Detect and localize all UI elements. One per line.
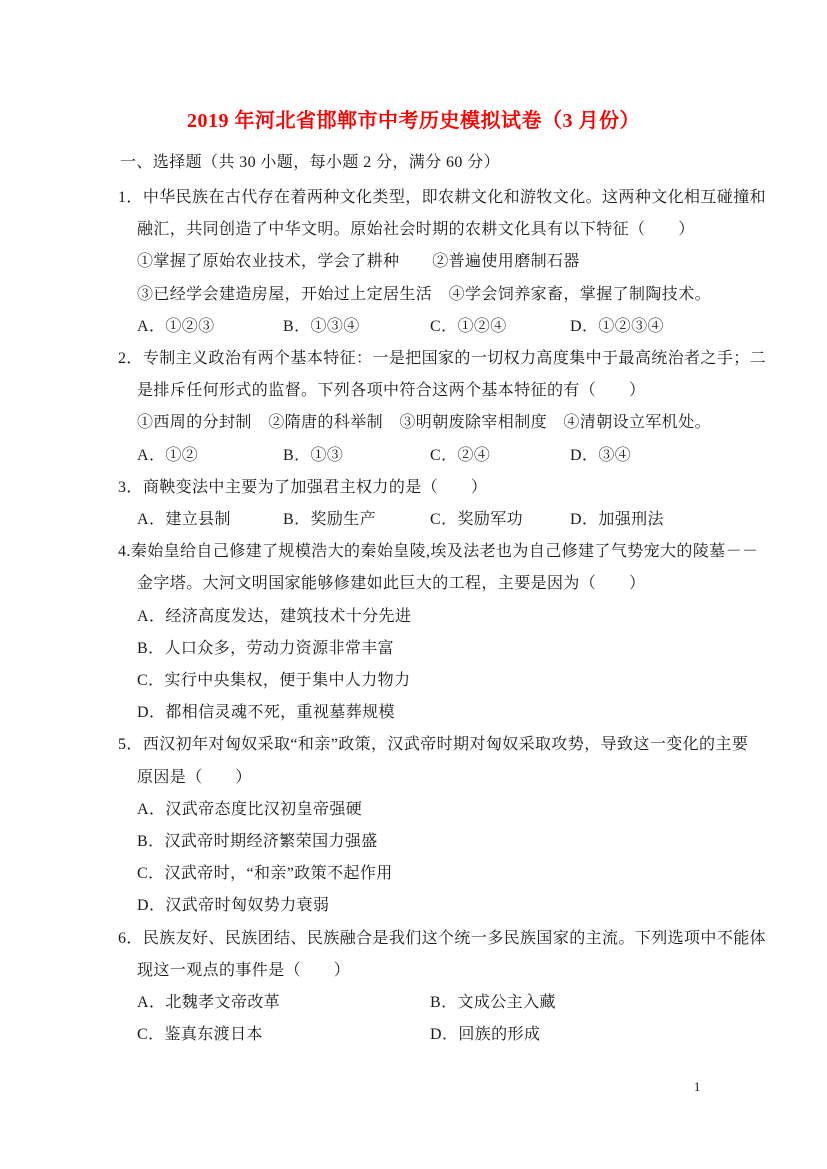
question-stem-line: 原因是（ ） xyxy=(137,768,252,786)
answer-option: D．回族的形成 xyxy=(430,1026,541,1044)
question-number: 3． xyxy=(118,478,143,496)
answer-option: B．奖励生产 xyxy=(283,511,377,529)
question-stem-line: 现这一观点的事件是（ ） xyxy=(137,961,351,979)
question-number: 1． xyxy=(118,189,143,206)
question-5 xyxy=(118,729,749,922)
question-stem-text: 民族友好、民族团结、民族融合是我们这个统一多民族国家的主流。下列选项中不能体 xyxy=(142,929,767,947)
question-stem-line xyxy=(118,182,767,214)
section-heading: 一、选择题（共 30 小题，每小题 2 分，满分 60 分） xyxy=(120,154,501,171)
question-stem-line xyxy=(118,472,738,504)
answer-option: A．①②③ xyxy=(137,317,215,335)
question-numbered-item-line: ①掌握了原始农业技术，学会了耕种 ②普遍使用磨制石器 xyxy=(137,253,580,271)
answer-option: C．②④ xyxy=(430,446,491,464)
answer-option: B．文成公主入藏 xyxy=(430,994,556,1012)
question-stem-text: 商鞅变法中主要为了加强君主权力的是（ ） xyxy=(142,478,488,496)
answer-option: A．北魏孝文帝改革 xyxy=(137,994,281,1012)
answer-option: B．①③ xyxy=(283,446,344,464)
question-number: 5． xyxy=(118,736,143,754)
question-number: 6． xyxy=(118,929,143,947)
answer-options-row xyxy=(137,311,738,343)
question-2 xyxy=(118,343,767,472)
answer-option: A．建立县制 xyxy=(137,511,231,529)
question-stem-text: 专制主义政治有两个基本特征：一是把国家的一切权力高度集中于最高统治者之手；二 xyxy=(142,350,767,368)
question-stem-line xyxy=(118,923,767,955)
answer-options-row xyxy=(137,987,738,1019)
question-stem-text: 秦始皇给自己修建了规模浩大的秦始皇陵,埃及法老也为自己修建了气势宠大的陵墓－－ xyxy=(130,543,759,561)
answer-option: C．奖励军功 xyxy=(430,511,524,529)
question-stem-line: 是排斥任何形式的监督。下列各项中符合这两个基本特征的有（ ） xyxy=(137,382,646,400)
answer-option: B．①③④ xyxy=(283,317,360,335)
answer-option: D．①②③④ xyxy=(570,317,664,335)
question-1 xyxy=(118,182,767,343)
question-stem-line: 融汇，共同创造了中华文明。原始社会时期的农耕文化具有以下特征（ ） xyxy=(137,221,695,239)
question-stem-line xyxy=(118,343,767,375)
answer-option: B．人口众多，劳动力资源非常丰富 xyxy=(137,639,395,657)
answer-option: A．汉武帝态度比汉初皇帝强硬 xyxy=(137,800,363,818)
question-3 xyxy=(118,472,738,536)
answer-option: D．汉武帝时匈奴势力衰弱 xyxy=(137,897,330,915)
question-6 xyxy=(118,923,767,1052)
question-number: 4. xyxy=(118,543,131,561)
answer-option: D．加强刑法 xyxy=(570,511,664,529)
answer-options-row xyxy=(137,504,738,536)
question-stem-line xyxy=(118,536,759,568)
page-title: 2019 年河北省邯郸市中考历史模拟试卷（3 月份） xyxy=(187,110,640,132)
answer-option: D．③④ xyxy=(570,446,632,464)
answer-option: C．①②④ xyxy=(430,317,507,335)
answer-option: C．鉴真东渡日本 xyxy=(137,1026,263,1044)
page-number: 1 xyxy=(694,1080,701,1094)
questions-container xyxy=(118,182,767,1051)
question-stem-line: 金字塔。大河文明国家能够修建如此巨大的工程，主要是因为（ ） xyxy=(137,575,646,593)
answer-option: C．汉武帝时，“和亲”政策不起作用 xyxy=(137,865,393,883)
answer-option: A．①② xyxy=(137,446,199,464)
question-numbered-item-line: ①西周的分封制 ②隋唐的科举制 ③明朝废除宰相制度 ④清朝设立军机处。 xyxy=(137,414,712,432)
answer-option: A．经济高度发达，建筑技术十分先进 xyxy=(137,607,412,625)
answer-option: B．汉武帝时期经济繁荣国力强盛 xyxy=(137,833,378,851)
answer-options-row xyxy=(137,440,738,472)
question-stem-text: 中华民族在古代存在着两种文化类型，即农耕文化和游牧文化。这两种文化相互碰撞和 xyxy=(142,189,767,206)
question-4 xyxy=(118,536,759,729)
question-stem-text: 西汉初年对匈奴采取“和亲”政策，汉武帝时期对匈奴采取攻势，导致这一变化的主要 xyxy=(142,736,749,754)
answer-option: C．实行中央集权，便于集中人力物力 xyxy=(137,672,411,690)
question-stem-line xyxy=(118,729,749,761)
question-numbered-item-line: ③已经学会建造房屋，开始过上定居生活 ④学会饲养家畜，掌握了制陶技术。 xyxy=(137,285,712,303)
answer-option: D．都相信灵魂不死，重视墓葬规模 xyxy=(137,704,395,722)
question-number: 2． xyxy=(118,350,143,368)
answer-options-row xyxy=(137,1019,738,1051)
